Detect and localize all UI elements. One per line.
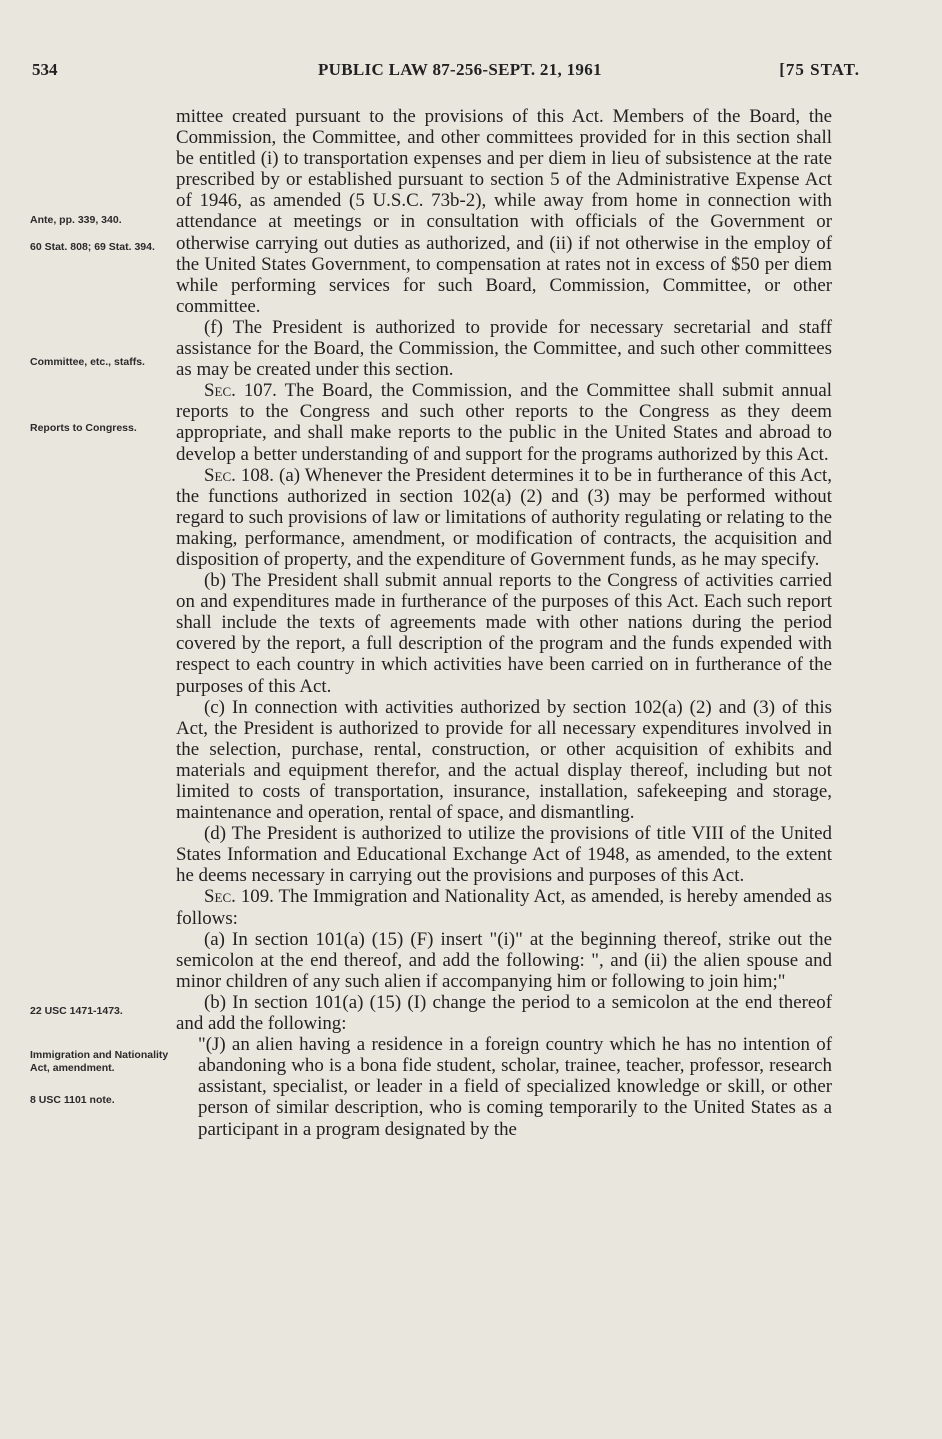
amendment-j-quote: [176, 1034, 832, 1139]
paragraph-c: (c) In connection with activities authorized by section 102(a) (2) and (3) of this Act, the President is authorized to provide for all necessary expenditures involved in the selection, purchase, rental, construction, or other acquisition of exhibits and materials and equipment therefor, and the actual display thereof, including but not limited to costs of transportation, insurance, installation, safekeeping and storage, maintenance and operation, rental of space, and dismantling.: [176, 696, 832, 824]
margin-note-stat: 60 Stat. 808; 69 Stat. 394.: [30, 241, 155, 253]
amendment-a: (a) In section 101(a) (15) (F) insert "(i)" at the beginning thereof, strike out the semicolon at the end thereof, and add the following: ", and (ii) the alien spouse and minor children of any such alien if accompanying him or following to join him;": [176, 928, 832, 992]
section-text: The Board, the Commission, and the Committee shall submit annual reports to the Congress and such other reports to the Congress as they deem appropriate, and shall make reports to the public in the United States and abroad to develop a better understanding of and support for the programs authorized by this Act.: [176, 380, 832, 465]
section-text: (a) Whenever the President determines it to be in furtherance of this Act, the functions authorized in section 102(a) (2) and (3) may be performed without regard to such provisions of law or limitations of authority regulating or relating to the making, performance, amendment, or modification of contracts, the acquisition and disposition of property, and the expenditure of Government funds, as he may specify.: [176, 464, 832, 570]
section-107: [176, 380, 832, 464]
paragraph-d: (d) The President is authorized to utilize the provisions of title VIII of the United States Information and Educational Exchange Act of 1948, as amended, to the extent he deems necessary in carrying out the provisions and purposes of this Act.: [176, 823, 832, 887]
section-108: [176, 465, 832, 570]
margin-note-usc-1101: 8 USC 1101 note.: [30, 1094, 115, 1106]
section-label: Sec. 109.: [204, 886, 274, 908]
paragraph-f: (f) The President is authorized to provide for necessary secretarial and staff assistance for the Board, the Commission, the Committee, and such other committees as may be created under this section.: [176, 316, 832, 381]
body-text: [176, 106, 832, 1140]
margin-note-ante: Ante, pp. 339, 340.: [30, 214, 122, 226]
paragraph-continuation: mittee created pursuant to the provisions of this Act. Members of the Board, the Commission, the Committee, and other committees provided for in this section shall be entitled (i) to transportation expenses and per diem in lieu of subsistence at the rate prescribed by or established pursuant to section 5 of the Administrative Expense Act of 1946, as amended (5 U.S.C. 73b-2), while away from home in connection with attendance at meetings or in consultation with officials of the Government or otherwise carrying out duties as authorized, and (ii) if not otherwise in the employ of the United States Government, to compensation at rates not in excess of $50 per diem while performing services for such Board, Commission, Committee, or other committee.: [176, 106, 832, 317]
paragraph-b: (b) The President shall submit annual reports to the Congress of activities carried on and expenditures made in furtherance of the purposes of this Act. Each such report shall include the texts of agreements made with other nations during the period covered by the report, a full description of the program and the funds expended with respect to each country in which activities have been carried on in furtherance of the purposes of this Act.: [176, 570, 832, 697]
page-number: 534: [32, 60, 58, 79]
quote-text: "(J) an alien having a residence in a foreign country which he has no intention of abandoning who is a bona fide student, scholar, trainee, teacher, professor, research assistant, specialist, or leader in a field of specialized knowledge or skill, or other person of similar description, who is coming temporarily to the United States as a participant in a program designated by the: [198, 1034, 832, 1140]
margin-note-reports: Reports to Congress.: [30, 422, 137, 434]
section-109: [176, 886, 832, 928]
margin-note-committee-staffs: Committee, etc., staffs.: [30, 356, 145, 368]
page-header: [30, 60, 860, 86]
section-label: Sec. 108.: [204, 464, 274, 486]
amendment-b: (b) In section 101(a) (15) (I) change the period to a semicolon at the end thereof and add the following:: [176, 991, 832, 1035]
running-title: PUBLIC LAW 87-256-SEPT. 21, 1961: [318, 60, 602, 79]
section-text: The Immigration and Nationality Act, as amended, is hereby amended as follows:: [176, 886, 832, 929]
section-label: Sec. 107.: [204, 380, 277, 402]
margin-note-usc-1471: 22 USC 1471-1473.: [30, 1005, 123, 1017]
margin-note-immigration: Immigration and Nationality Act, amendment.: [30, 1049, 169, 1074]
volume-reference: [75 STAT.: [779, 60, 860, 79]
